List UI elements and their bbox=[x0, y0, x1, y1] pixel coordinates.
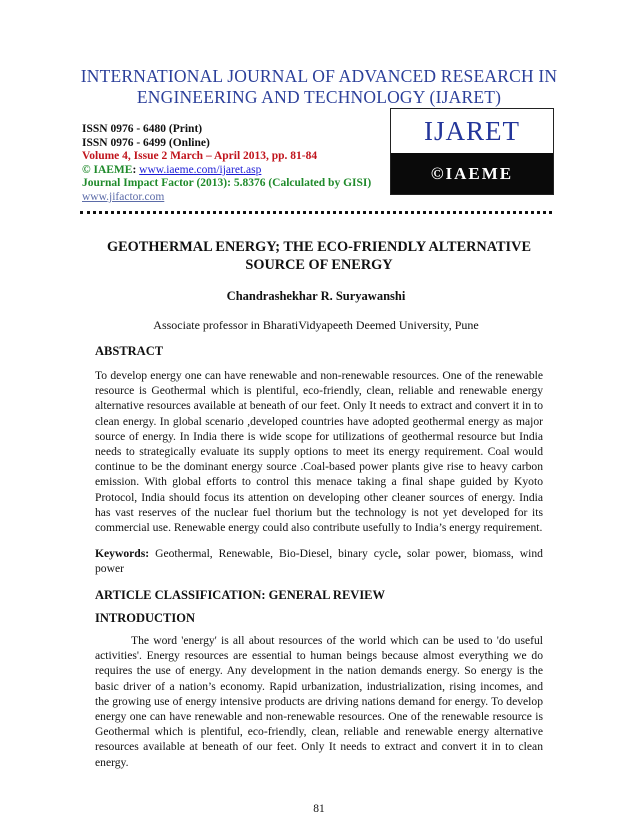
abstract-text: To develop energy one can have renewable and non-renewable resources. One of the renewable resource is Geothermal which is plentiful, eco-friendly, clean, reliable and renewable energy alternative resources available at beneath of our feet. Only It needs to extract and convert it in to clean energy. In global scenario ,developed countries have adopted geothermal energy as major source of energy. In India there is wide scope for utilizations of geothermal resource but India needs to strategically evaluate its supply options to meet its energy requirement. Coal would continue to be the dominant energy source .Coal-based power plants give rise to heavy carbon emission. With global efforts to control this menace taking a final shape guided by Kyoto Protocol, India should focus its attention on developing other cleaner sources of energy. India has vast reserves of the nuclear fuel thorium but the technology is not yet developed for its commercial use. Renewable energy could also contribute usefully to India’s energy requirement. bbox=[95, 369, 543, 535]
iaeme-line bbox=[82, 164, 392, 178]
volume-issue: Volume 4, Issue 2 March – April 2013, pp. 81-84 bbox=[82, 150, 318, 163]
abstract-heading: ABSTRACT bbox=[95, 344, 164, 358]
introduction-text bbox=[95, 633, 543, 770]
introduction-heading: INTRODUCTION bbox=[95, 611, 196, 625]
logo-ijaret-text: IJARET bbox=[391, 109, 553, 153]
article-classification: ARTICLE CLASSIFICATION: GENERAL REVIEW bbox=[95, 588, 386, 602]
keywords-comma: , bbox=[398, 547, 402, 560]
issn-print: ISSN 0976 - 6480 (Print) bbox=[82, 123, 203, 135]
keywords-label: Keywords: bbox=[95, 547, 150, 560]
impact-factor: Journal Impact Factor (2013): 5.8376 (Calculated by GISI) bbox=[82, 177, 372, 190]
article-title: GEOTHERMAL ENERGY; THE ECO-FRIENDLY ALTERNATIVE SOURCE OF ENERGY bbox=[107, 239, 531, 273]
keywords-part1: Geothermal, Renewable, Bio-Diesel, binary cycle bbox=[149, 547, 399, 560]
jifactor-url-link[interactable]: www.jifactor.com bbox=[82, 190, 165, 203]
author-affiliation: Associate professor in BharatiVidyapeeth Deemed University, Pune bbox=[153, 318, 479, 332]
page-number: 81 bbox=[313, 803, 325, 815]
keywords bbox=[95, 546, 543, 576]
issn-block bbox=[82, 123, 392, 205]
keywords-part2: solar power, biomass, wind power bbox=[95, 547, 543, 576]
iaeme-url-link[interactable]: www.iaeme.com/ijaret.asp bbox=[139, 163, 262, 176]
ijaret-logo bbox=[390, 108, 554, 195]
header-divider bbox=[80, 211, 552, 214]
issn-online: ISSN 0976 - 6499 (Online) bbox=[82, 136, 210, 149]
iaeme-label: © IAEME bbox=[82, 163, 133, 176]
iaeme-separator: : bbox=[132, 163, 140, 176]
introduction-paragraph: The word 'energy' is all about resources of the world which can be used to 'do useful activities'. Energy resources are essential to human beings because almost everything we do requires the use of energy. Any development in the nation demands energy. So energy is the basic driver of a nation’s economy. Rapid urbanization, industrialization, rising incomes, and the growing use of energy intensive products are driving nations demand for energy. To develop energy one can have renewable and non-renewable resources. One of the renewable resource is Geothermal which is plentiful, eco-friendly, clean, reliable and renewable energy alternative resources available at beneath of our feet. Only It needs to extract and convert it in to clean energy. bbox=[95, 634, 543, 769]
journal-title: INTERNATIONAL JOURNAL OF ADVANCED RESEARCH IN ENGINEERING AND TECHNOLOGY (IJARET) bbox=[80, 66, 558, 107]
author-name: Chandrashekhar R. Suryawanshi bbox=[226, 289, 406, 303]
logo-iaeme-text: ©IAEME bbox=[391, 153, 553, 194]
